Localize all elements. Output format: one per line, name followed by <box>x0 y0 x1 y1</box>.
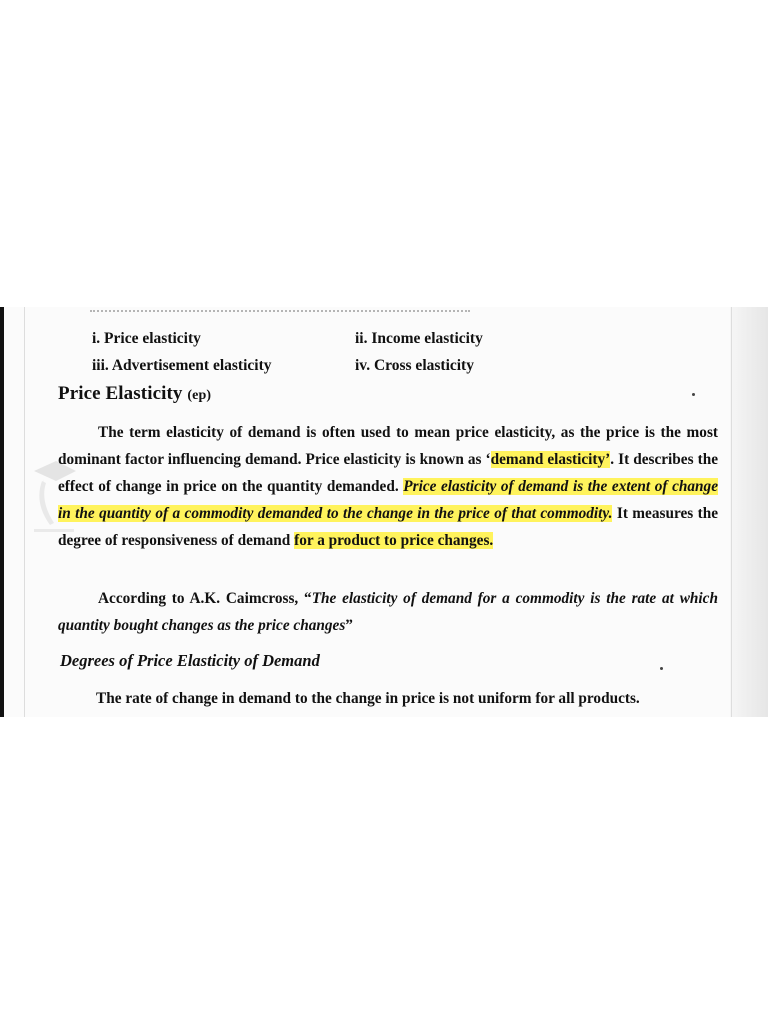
list-row <box>92 352 562 379</box>
quote-paragraph <box>58 585 718 639</box>
stray-mark <box>692 393 695 396</box>
scan-right-shadow <box>730 307 768 717</box>
paragraph-text: ” <box>345 617 353 634</box>
paragraph-text: . It describes the effect of change in price on the quantity demanded. <box>58 451 718 495</box>
list-item: ii. Income elasticity <box>355 330 483 347</box>
list-item: iv. Cross elasticity <box>355 357 474 374</box>
stray-mark <box>660 667 663 670</box>
definition-paragraph <box>58 419 718 554</box>
heading-symbol: (ep) <box>187 388 212 403</box>
quote-text: The elasticity of demand for a commodity is the rate at which quantity bought changes as the price changes <box>58 590 718 634</box>
highlighted-text: demand elasticity’ <box>490 451 611 468</box>
heading-text: Price Elasticity <box>58 383 183 404</box>
highlighted-definition: Price elasticity of demand is the extent of change in the quantity of a commodity demanded to the change in the price of that commodity. <box>58 478 718 522</box>
elasticity-types-list <box>92 325 562 379</box>
paragraph-text: According to A.K. Caimcross, “ <box>98 590 312 607</box>
cropped-text-line <box>90 307 470 312</box>
list-item: iii. Advertisement elasticity <box>92 357 272 374</box>
sub-heading: Degrees of Price Elasticity of Demand <box>60 651 320 670</box>
paragraph-text: It measures the degree of responsiveness of demand <box>58 505 718 549</box>
highlighted-text: for a product to price changes. <box>294 532 494 549</box>
scanned-page-excerpt <box>0 307 768 717</box>
section-heading <box>58 383 211 405</box>
closing-paragraph: The rate of change in demand to the change in price is not uniform for all products. <box>96 690 640 707</box>
list-item: i. Price elasticity <box>92 330 201 347</box>
list-row <box>92 325 562 352</box>
paragraph-text: The term elasticity of demand is often used to mean price elasticity, as the price is the most dominant factor influencing demand. Price elasticity is known as ‘ <box>58 424 718 468</box>
scan-left-border <box>0 307 4 717</box>
